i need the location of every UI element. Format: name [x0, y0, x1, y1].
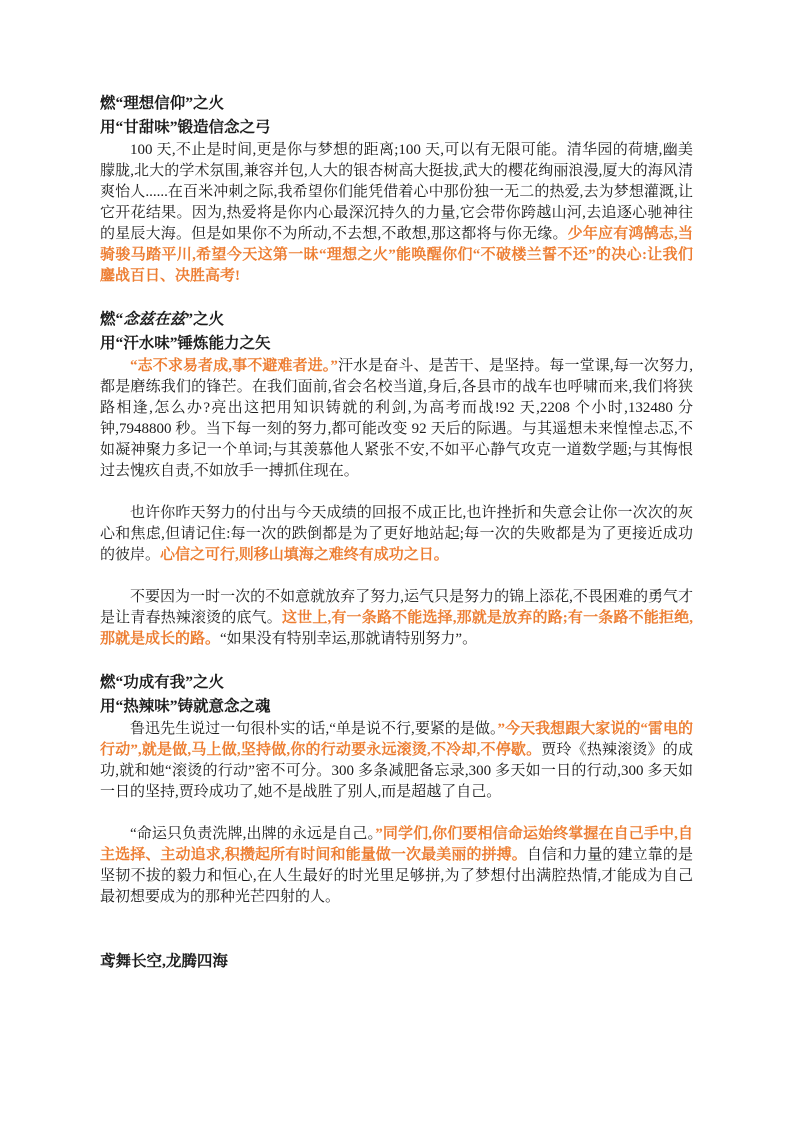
section-heading-line2: [100, 116, 693, 140]
text-run-normal: 也许你昨天努力的付出与今天成绩的回报不成正比,也许挫折和失意会让你一次次的灰心和焦虑,但请记住:每一次的跌倒都是为了更好地站起;每一次的失败都是为了更接近成功的彼岸。: [100, 505, 693, 563]
text-run-normal: 不要因为一时一次的不如意就放弃了努力,运气只是努力的锦上添花,不畏困难的勇气才是让青春热辣滚烫的底气。: [100, 589, 693, 626]
text-run-bold: 用“甘甜味”锻造信念之弓: [100, 119, 271, 136]
text-run-bold: ”之火: [185, 311, 225, 328]
text-run-em: ”同学们,你们要相信命运始终掌握在自己手中,自主选择、主动追求,积攒起所有时间和能量做一次最美丽的拼搏。: [100, 826, 693, 863]
text-run-normal: 鲁迅先生说过一句很朴实的话,“单是说不行,要紧的是做。: [130, 721, 498, 737]
paragraph: [100, 503, 693, 566]
text-run-bold: 用“汗水味”锤炼能力之矢: [100, 335, 271, 352]
section-heading-line2: [100, 332, 693, 356]
text-run-bold: 燃“功成有我”之火: [100, 674, 225, 691]
text-run-bold-italic: 念兹在兹: [123, 311, 186, 328]
text-run-em: 心信之可行,则移山填海之难终有成功之日。: [160, 547, 449, 563]
text-run-em: ”今天我想跟大家说的“雷电的行动”,就是做,马上做,坚持做,你的行动要永远滚烫,不冷却,不停歇。: [100, 721, 693, 758]
text-run-em: 这世上,有一条路不能选择,那就是放弃的路;有一条路不能拒绝,那就是成长的路。: [100, 610, 693, 647]
paragraph: [100, 824, 693, 908]
section-spicy-action: [100, 671, 693, 908]
text-run-bold: 燃“: [100, 311, 124, 328]
text-run-normal: 汗水是奋斗、是苦干、是坚持。每一堂课,每一次努力,都是磨练我们的锋芒。在我们面前,省会名校当道,身后,各县市的战车也呼啸而来,我们将狭路相逢,怎么办?亮出这把用知识铸就的利剑,为高考而战!92 天,2208 个小时,132480 分钟,7948800 秒。当下每一刻的努力,都可能改变 92 天后的际遇。与其遥想未来惶惶忐忑,不如凝神聚力多记一个单词;与其羡慕他人紧张不安,不如平心静气攻克一道数学题;与其悔恨过去愧疚自责,不如放手一搏抓住现在。: [100, 358, 693, 479]
section-heading-line1: [100, 308, 693, 332]
text-run-normal: 100 天,不止是时间,更是你与梦想的距离;100 天,可以有无限可能。清华园的荷塘,幽美朦胧,北大的学术氛围,兼容并包,人大的银杏树高大挺拔,武大的樱花绚丽浪漫,厦大的海风清爽怡人......在百米冲刺之际,我希望你们能凭借着心中那份独一无二的热爱,去为梦想灌溉,让它开花结果。因为,热爱将是你内心最深沉持久的力量,它会带你跨越山河,去追逐心驰神往的星辰大海。但是如果你不为所动,不去想,不敢想,那这都将与你无缘。: [100, 142, 693, 242]
text-run-em: “志不求易者成,事不避难者进。”: [130, 358, 338, 374]
paragraph: [100, 719, 693, 803]
text-run-normal: 自信和力量的建立靠的是坚韧不拔的毅力和恒心,在人生最好的时光里足够拼,为了梦想付出满腔热情,才能成为自己最初想要成为的那种光芒四射的人。: [100, 847, 693, 905]
text-run-normal: “命运只负责洗牌,出牌的永远是自己。: [130, 826, 376, 842]
paragraph: [100, 356, 693, 482]
text-run-normal: 贾玲《热辣滚烫》的成功,就和她“滚烫的行动”密不可分。300 多条减肥备忘录,300 多天如一日的行动,300 多天如一日的坚持,贾玲成功了,她不是战胜了别人,而是超越了自己。: [100, 742, 693, 800]
text-run-em: 少年应有鸿鹄志,当骑骏马踏平川,希望今天这第一昧“理想之火”能唤醒你们“不破楼兰誓不还”的决心:让我们鏖战百日、决胜高考!: [100, 226, 693, 284]
paragraph: [100, 140, 693, 287]
paragraph: [100, 587, 693, 650]
section-heading-line2: [100, 695, 693, 719]
text-run-bold: 燃“理想信仰”之火: [100, 95, 225, 112]
section-sweat-ability: [100, 308, 693, 650]
text-run-normal: “如果没有特别幸运,那就请特别努力”。: [220, 631, 478, 647]
section-heading-line1: [100, 671, 693, 695]
closing-heading: [100, 950, 693, 974]
text-run-bold: 鸢舞长空,龙腾四海: [100, 953, 228, 970]
section-heading-line1: [100, 92, 693, 116]
text-run-bold: 用“热辣味”铸就意念之魂: [100, 698, 271, 715]
section-ideal-faith: [100, 92, 693, 287]
